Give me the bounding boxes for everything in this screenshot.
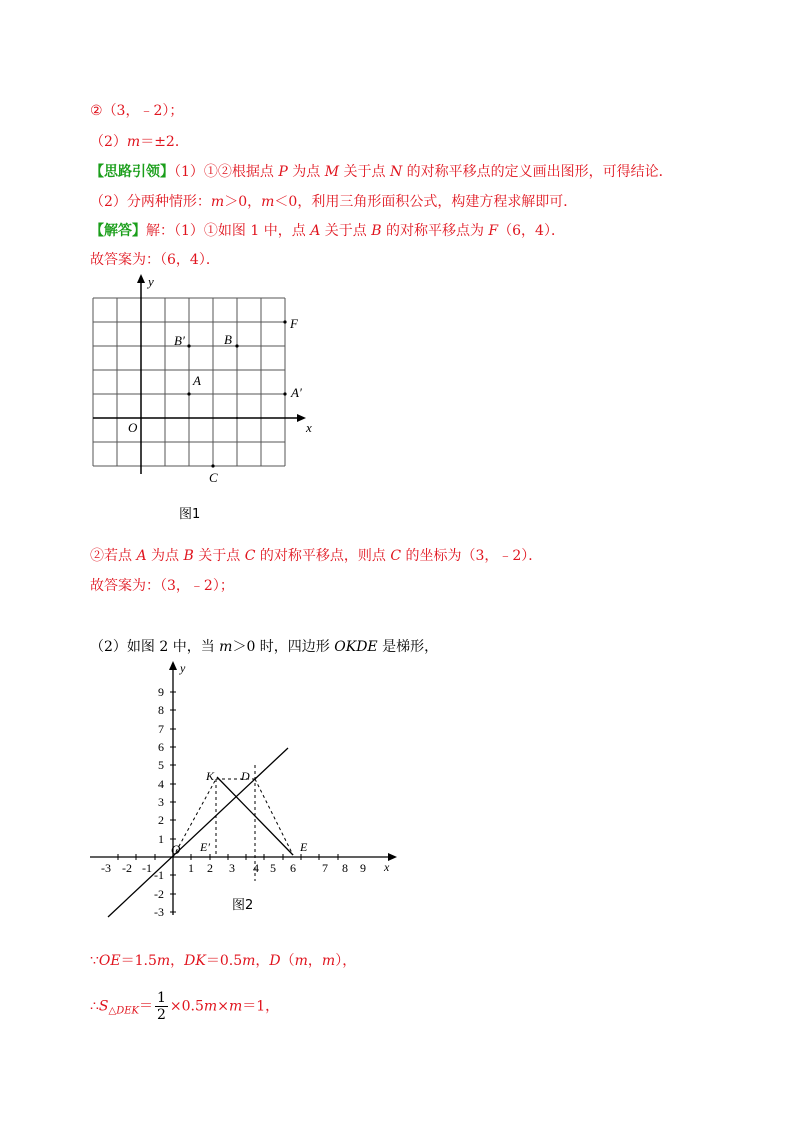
point-label-f: F	[290, 316, 298, 331]
text: 关于点	[193, 548, 245, 564]
figure-1-caption: 图1	[179, 507, 201, 522]
var-c: C	[390, 548, 402, 564]
answer-line-2	[90, 132, 189, 152]
var-m: m	[210, 194, 225, 210]
var-m: m	[242, 953, 256, 969]
graph-lines-2	[108, 748, 293, 917]
x-tick-label: -1	[142, 861, 152, 875]
text: 的对称平移点，则点	[255, 548, 391, 564]
x-tick-label: 2	[207, 861, 213, 875]
text: ＞0，	[224, 194, 262, 210]
point-label-c: C	[209, 470, 218, 485]
var-m: M	[324, 164, 340, 180]
text: 的坐标为（3，﹣2）．	[401, 548, 543, 564]
var-n: N	[389, 164, 403, 180]
axes-2	[90, 661, 397, 915]
ticks-2	[118, 692, 338, 912]
circled-number: ②	[90, 103, 103, 119]
figure-2-caption: 图2	[232, 898, 254, 913]
hint-line-1	[90, 162, 673, 182]
figure-1	[80, 270, 340, 530]
x-tick-label: 3	[229, 861, 235, 875]
axis-label-x: x	[306, 420, 312, 435]
text: 为点	[287, 164, 325, 180]
line-y-equals-x	[108, 748, 288, 917]
text: 关于点	[339, 164, 390, 180]
y-tick-label: -3	[154, 905, 164, 919]
y-tick-label: 5	[158, 758, 164, 772]
text: 故答案为：（3，﹣2）；	[90, 578, 234, 594]
text: ，	[170, 953, 185, 969]
text: 为点	[146, 548, 184, 564]
text: （2）分两种情形：	[90, 194, 211, 210]
point-label-b-prime: B′	[174, 333, 185, 348]
var-p: P	[278, 164, 288, 180]
var-a: A	[136, 548, 147, 564]
hint-tag: 【思路引领】	[90, 164, 174, 180]
text: ，	[255, 953, 270, 969]
denominator: 2	[157, 1007, 166, 1023]
var-oe: OE	[98, 953, 121, 969]
y-tick-label: 1	[158, 832, 164, 846]
text: ×	[217, 998, 229, 1015]
text: 的对称平移点的定义画出图形，可得结论．	[402, 164, 673, 180]
text: ），	[335, 953, 357, 969]
text: ＝	[139, 998, 153, 1015]
text: ＝1.5	[120, 953, 157, 969]
point-label-b: B	[224, 332, 232, 347]
text: 若点	[104, 548, 137, 564]
answer-line-3	[90, 250, 220, 270]
point-label-o: O	[128, 420, 138, 435]
answer-line-4	[90, 576, 234, 596]
y-tick-label: 3	[158, 795, 164, 809]
x-tick-label: 9	[360, 861, 366, 875]
circled-numbers: ①②	[203, 164, 232, 180]
text: ＜0，利用三角形面积公式，构建方程求解即可．	[274, 194, 578, 210]
var-m: m	[203, 998, 218, 1015]
y-tick-label: 8	[158, 703, 164, 717]
text: 是梯形，	[377, 639, 439, 655]
var-m: m	[261, 194, 275, 210]
solution-line-1	[90, 221, 565, 241]
solution-line-2	[90, 546, 542, 566]
point-label-e: E	[300, 840, 308, 854]
var-m: m	[228, 998, 243, 1015]
x-tick-label: 6	[290, 861, 296, 875]
var-a: A	[310, 223, 321, 239]
x-tick-label: -3	[101, 861, 111, 875]
x-tick-label: 4	[253, 861, 259, 875]
axis-label-y: y	[180, 661, 186, 675]
y-tick-label: 7	[158, 722, 164, 736]
numerator: 1	[157, 990, 166, 1006]
answer-line-1	[90, 101, 183, 121]
answer-text: （3，﹣2）；	[102, 103, 184, 119]
part-label: （1）	[174, 164, 204, 180]
axis-label-y: y	[148, 274, 154, 289]
x-tick-label: 7	[322, 861, 328, 875]
solution-line-4	[90, 951, 356, 971]
y-tick-label: -2	[154, 887, 164, 901]
therefore-symbol: ∴	[90, 998, 99, 1015]
y-tick-label: 4	[158, 777, 164, 791]
text: ×0.5	[169, 998, 204, 1015]
y-tick-label: -1	[154, 868, 164, 882]
var-s: S	[98, 998, 109, 1015]
point-label-d: D	[241, 769, 250, 783]
solution-tag: 【解答】	[90, 223, 146, 239]
point-label-a: A	[193, 373, 201, 388]
text: ＝1，	[242, 998, 280, 1015]
hint-line-2	[90, 192, 577, 212]
point-label-a-prime: A′	[291, 385, 302, 400]
text: 故答案为：（6，4）．	[90, 252, 220, 268]
grid-1	[93, 298, 285, 466]
text: 根据点	[231, 164, 279, 180]
var-dk: DK	[184, 953, 206, 969]
circled-number: ②	[90, 548, 104, 564]
text: 的对称平移点为	[381, 223, 489, 239]
circled-number: ①	[203, 223, 218, 239]
var-m: m	[294, 953, 308, 969]
text: 如图 1 中，点	[217, 223, 311, 239]
quad-name: OKDE	[334, 639, 378, 655]
text: （	[280, 953, 295, 969]
var-d: D	[269, 953, 281, 969]
subscript: △DEK	[108, 1005, 139, 1017]
var-m: m	[321, 953, 336, 969]
origin-label: O	[171, 842, 181, 857]
y-tick-label: 2	[158, 813, 164, 827]
point-label-e-prime: E′	[200, 840, 210, 854]
because-symbol: ∵	[90, 953, 99, 969]
var-b: B	[183, 548, 194, 564]
answer-text: ＝±2．	[140, 134, 189, 150]
x-tick-label: -2	[122, 861, 132, 875]
axis-label-x: x	[384, 860, 390, 874]
point-label-k: K	[206, 769, 215, 783]
var-m: m	[156, 953, 171, 969]
x-tick-label: 8	[342, 861, 348, 875]
solution-line-5	[90, 990, 279, 1028]
var-c: C	[244, 548, 256, 564]
text: 解：（1）	[146, 223, 204, 239]
var-f: F	[488, 223, 499, 239]
x-tick-label: 1	[188, 861, 194, 875]
var-b: B	[371, 223, 382, 239]
text: ＞0 时，四边形	[232, 639, 335, 655]
text: （6，4）．	[498, 223, 565, 239]
var-m: m	[219, 639, 233, 655]
figure-2	[80, 655, 410, 930]
solution-line-3	[90, 637, 438, 657]
var-m: m	[126, 134, 141, 150]
text: 关于点	[320, 223, 372, 239]
text: （2）如图 2 中，当	[90, 639, 220, 655]
part-label: （2）	[90, 134, 127, 150]
text: ，	[307, 953, 322, 969]
y-tick-label: 6	[158, 740, 164, 754]
x-tick-label: 5	[270, 861, 276, 875]
fraction	[155, 990, 168, 1023]
text: ＝0.5	[205, 953, 243, 969]
y-tick-label: 9	[158, 685, 164, 699]
